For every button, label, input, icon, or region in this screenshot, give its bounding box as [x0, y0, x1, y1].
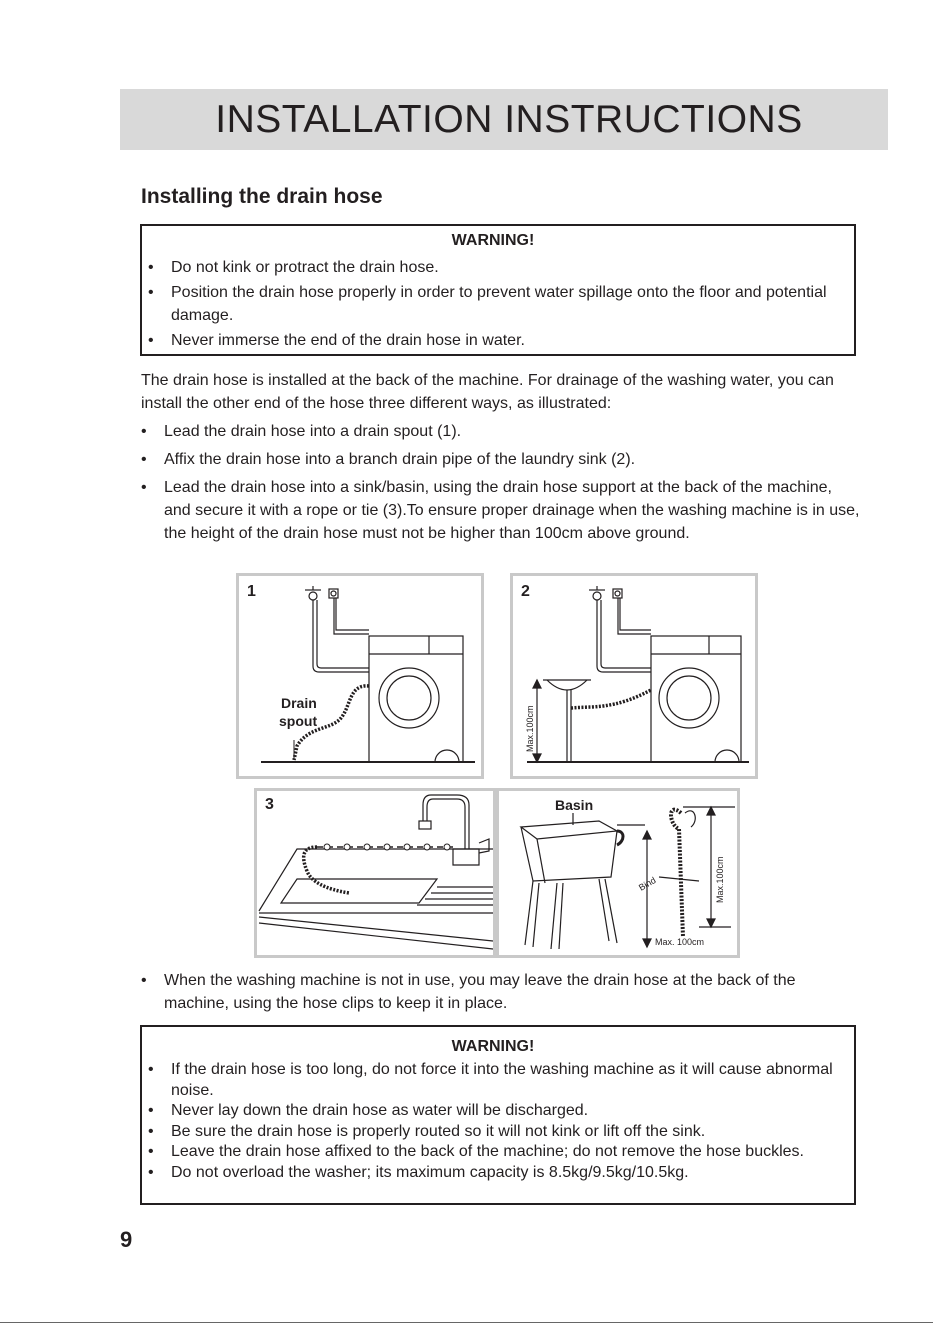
not-in-use-list	[141, 969, 861, 1015]
warning-title: WARNING!	[451, 232, 535, 249]
branch-drain-illustration	[513, 576, 755, 776]
warning-item: • If the drain hose is too long, do not force it into the washing machine as it will cause abnormal noise.	[142, 1060, 844, 1101]
installation-methods-list	[141, 420, 861, 550]
max-height-label: Max.100cm	[525, 705, 535, 752]
drain-label: Drain	[281, 695, 317, 711]
warning-item: • Never lay down the drain hose as water will be discharged.	[142, 1101, 844, 1122]
basin-label: Basin	[555, 797, 594, 813]
figure-sink	[254, 788, 496, 958]
section-title: Installing the drain hose	[141, 185, 383, 208]
figure-number: 3	[265, 796, 274, 813]
not-in-use-item: • When the washing machine is not in use, you may leave the drain hose at the back of the machine, using the hose clips to keep it in place.	[141, 969, 861, 1015]
warning-list	[142, 256, 844, 352]
figure-number: 1	[247, 583, 256, 600]
figure-drain-spout	[236, 573, 484, 779]
intro-paragraph: The drain hose is installed at the back of the machine. For drainage of the washing water, you can install the other end of the hose three different ways, as illustrated:	[141, 372, 834, 412]
warning-box-top	[140, 224, 856, 356]
figure-branch-drain	[510, 573, 758, 779]
warning-item: • Never immerse the end of the drain hose in water.	[142, 329, 844, 352]
warning-item: • Position the drain hose properly in order to prevent water spillage onto the floor and potential damage.	[142, 281, 844, 327]
method-item: • Affix the drain hose into a branch drain pipe of the laundry sink (2).	[141, 448, 861, 471]
header-banner	[120, 89, 888, 150]
method-item: • Lead the drain hose into a sink/basin, using the drain hose support at the back of the machine, and secure it with a rope or tie (3).To ensure proper drainage when the washing machine is in use, the height of the drain hose must not be higher than 100cm above ground.	[141, 476, 861, 545]
method-item: • Lead the drain hose into a drain spout (1).	[141, 420, 861, 443]
warning-item: • Do not kink or protract the drain hose.	[142, 256, 844, 279]
max-height-bottom-label: Max. 100cm	[655, 937, 705, 947]
figure-basin	[496, 788, 740, 958]
sink-illustration	[257, 791, 493, 955]
warning-list	[142, 1060, 844, 1183]
warning-item: • Be sure the drain hose is properly routed so it will not kink or lift off the sink.	[142, 1122, 844, 1143]
drain-spout-illustration	[239, 576, 481, 776]
warning-title: WARNING!	[451, 1038, 535, 1055]
max-height-vertical-label: Max.100cm	[715, 856, 725, 903]
spout-label: spout	[279, 713, 318, 729]
warning-box-bottom	[140, 1025, 856, 1205]
warning-item: • Do not overload the washer; its maximum capacity is 8.5kg/9.5kg/10.5kg.	[142, 1163, 844, 1184]
page-edge-divider	[0, 1322, 933, 1323]
bind-label: Bind	[637, 875, 658, 893]
basin-illustration	[499, 791, 737, 955]
warning-item: • Leave the drain hose affixed to the back of the machine; do not remove the hose buckles.	[142, 1142, 844, 1163]
page-title: INSTALLATION INSTRUCTIONS	[215, 98, 803, 141]
figure-number: 2	[521, 583, 530, 600]
page-number: 9	[120, 1227, 133, 1252]
